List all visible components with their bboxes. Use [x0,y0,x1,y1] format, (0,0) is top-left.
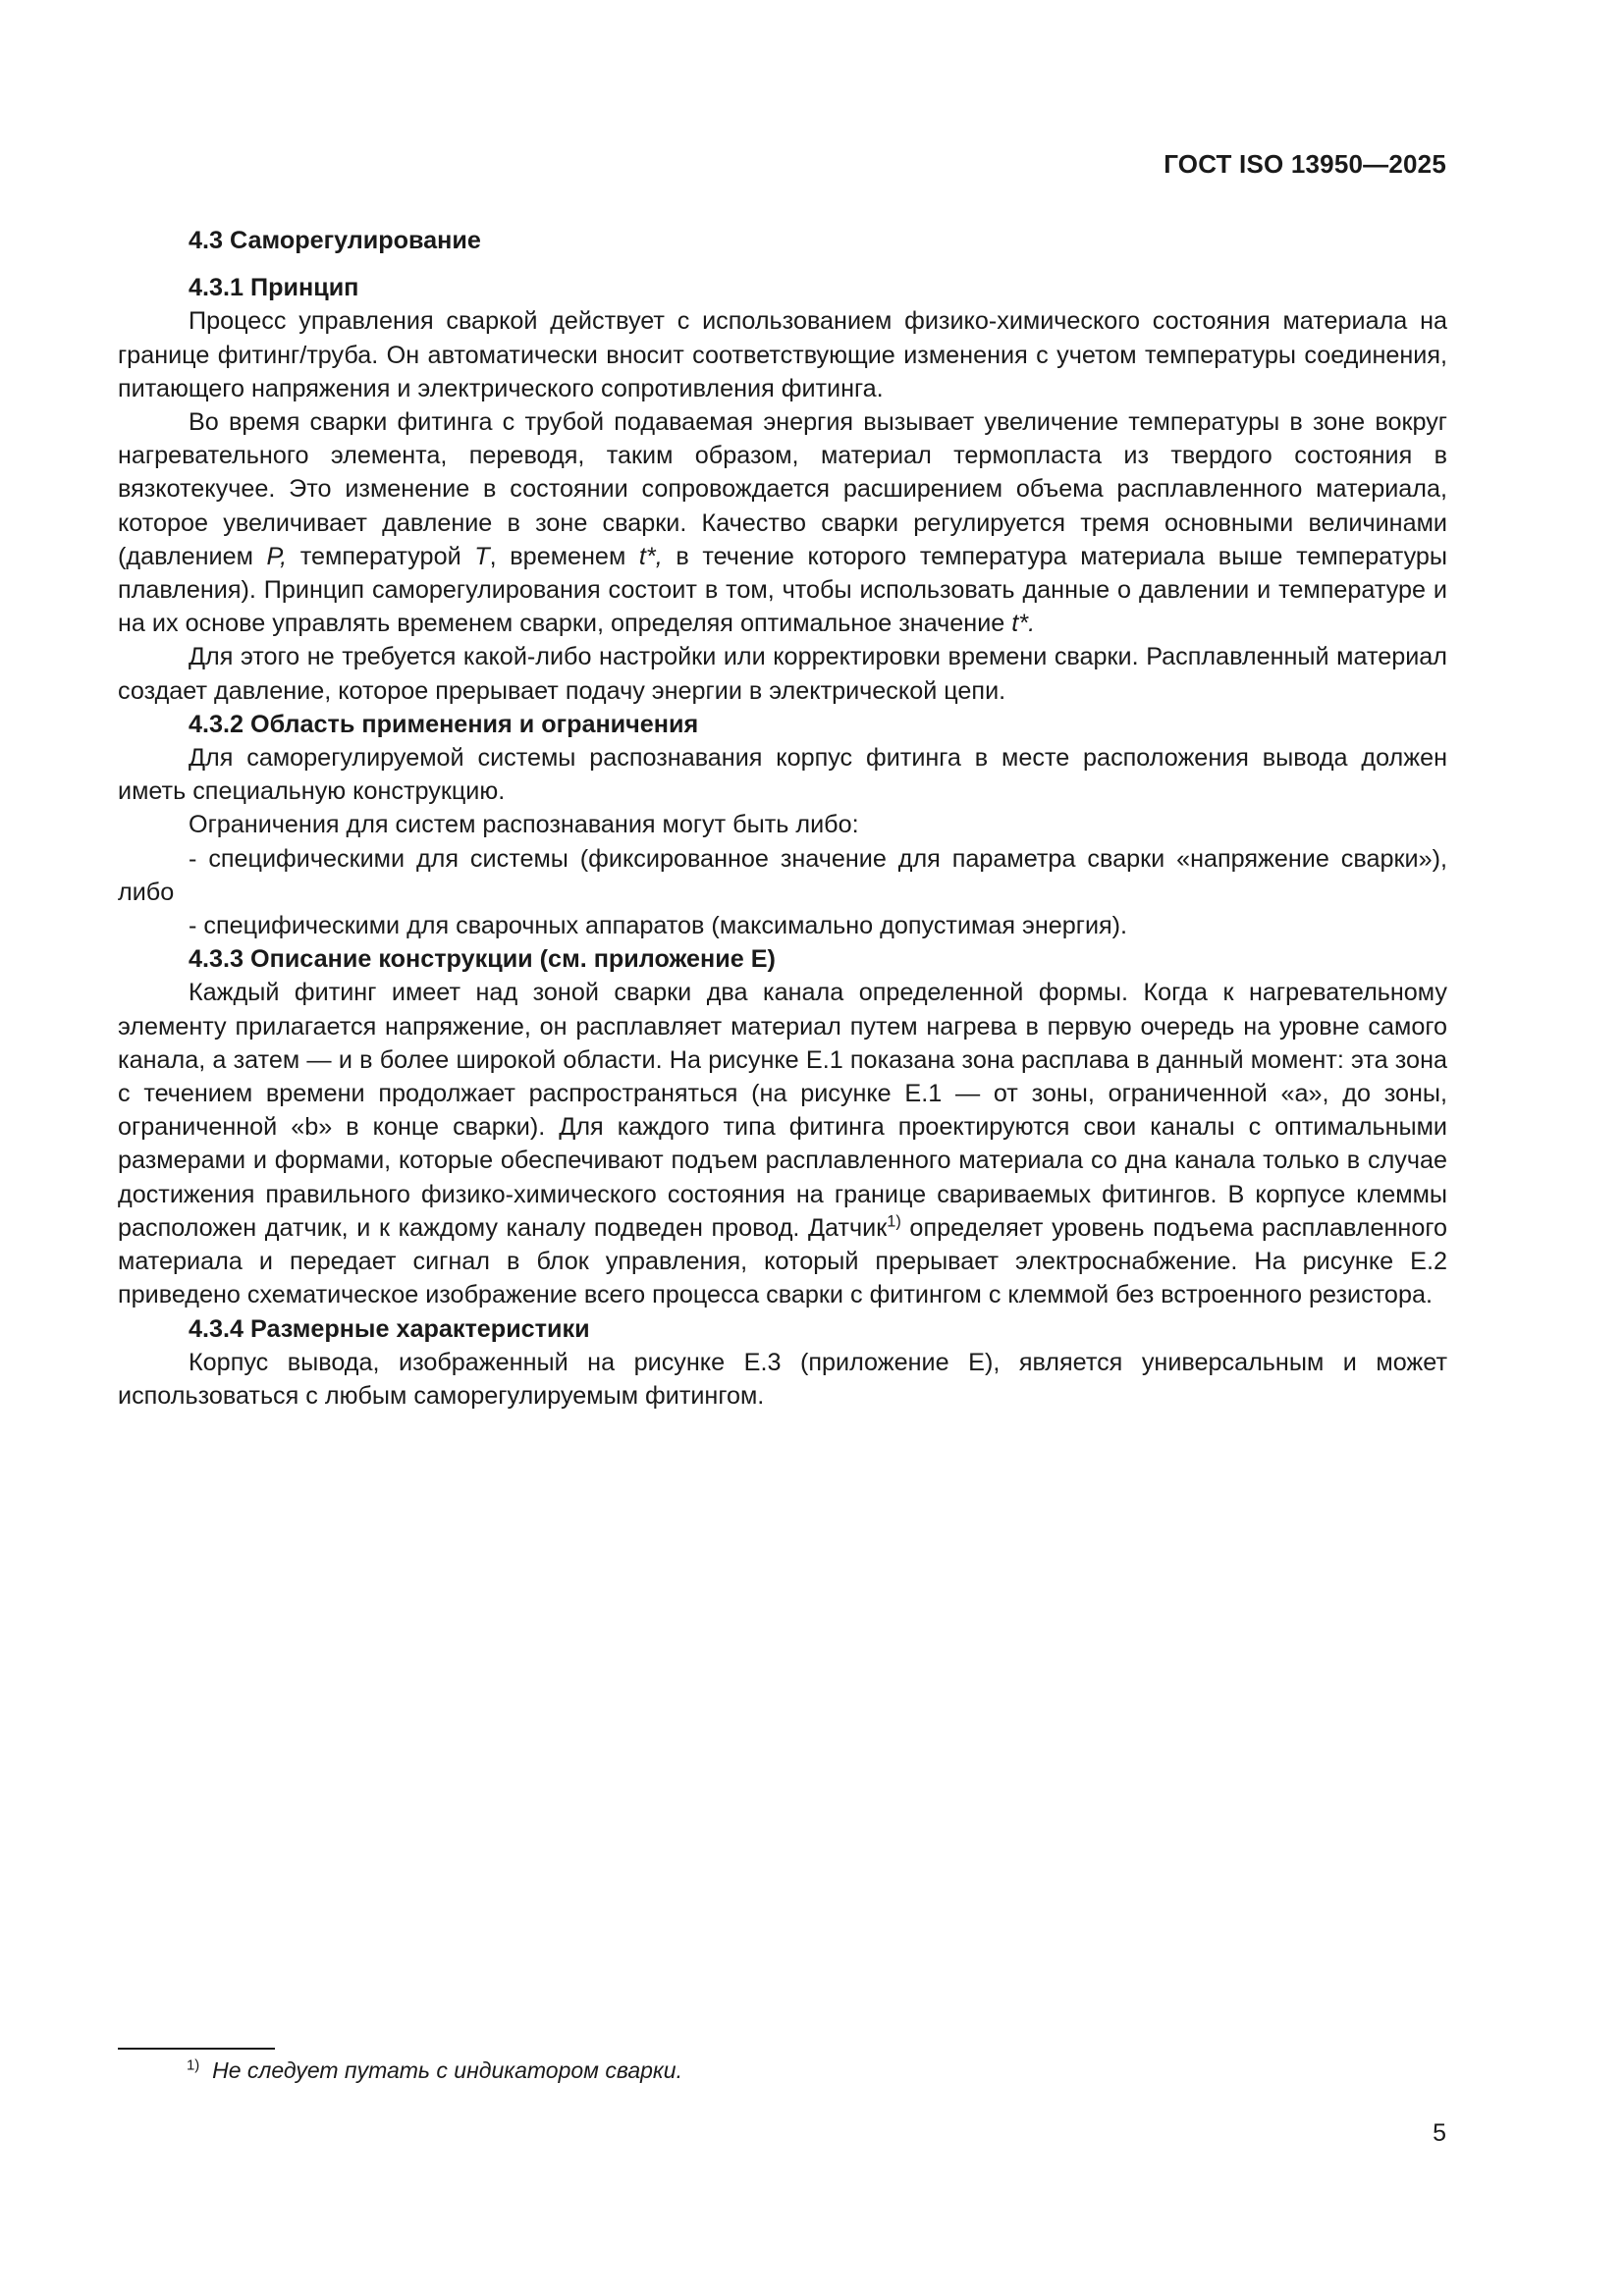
paragraph: Во время сварки фитинга с трубой подаваемая энергия вызывает увеличение температуры в зоне вокруг нагревательного элемента, переводя, таким образом, материал термопласта из твердого состояния в вязкотекучее. Это изменение в состоянии сопровождается расширением объема расплавленного материала, которое увеличивает давление в зоне сварки. Качество сварки регулируется тремя основными величинами (давлением P, температурой T, временем t*, в течение которого температура материала выше температуры плавления). Принцип саморегулирования состоит в том, чтобы использовать данные о давлении и температуре и на их основе управлять временем сварки, определяя оптимальное значение t*. [118,408,1448,638]
paragraph: Ограничения для систем распознавания могут быть либо: [189,811,859,839]
subsection-heading-4-3-1: 4.3.1 Принцип [189,274,359,302]
footnote [187,2057,682,2084]
paragraph: Процесс управления сваркой действует с использованием физико-химического состояния материала на границе фитинг/труба. Он автоматически вносит соответствующие изменения с учетом температуры соединения, питающего напряжения и электрического сопротивления фитинга. [118,307,1447,402]
paragraph: Для этого не требуется какой-либо настройки или корректировки времени сварки. Расплавленный материал создает давление, которое прерывает подачу энергии в электрической цепи. [118,643,1447,705]
paragraph: Корпус вывода, изображенный на рисунке Е.3 (приложение Е), является универсальным и может использоваться с любым саморегулируемым фитингом. [118,1348,1447,1410]
subsection-heading-4-3-2: 4.3.2 Область применения и ограничения [189,710,699,738]
page-header: ГОСТ ISO 13950—2025 [1164,149,1446,179]
paragraph: Для саморегулируемой системы распознавания корпус фитинга в месте расположения вывода должен иметь специальную конструкцию. [118,744,1447,806]
paragraph: Каждый фитинг имеет над зоной сварки два канала определенной формы. Когда к нагревательному элементу прилагается напряжение, он расплавляет материал путем нагрева в первую очередь на уровне самого канала, а затем — и в более широкой области. На рисунке Е.1 показана зона расплава в данный момент: эта зона с течением времени продолжает распространяться (на рисунке Е.1 — от зоны, ограниченной «а», до зоны, ограниченной «b» в конце сварки). Для каждого типа фитинга проектируются свои каналы с оптимальными размерами и формами, которые обеспечивают подъем расплавленного материала со дна канала только в случае достижения правильного физико-химического состояния на границе свариваемых фитингов. В корпусе клеммы расположен датчик, и к каждому каналу подведен провод. Датчик$^{1)}$ определяет уровень подъема расплавленного материала и передает сигнал в блок управления, который прерывает электроснабжение. На рисунке Е.2 приведено схематическое изображение всего процесса сварки с фитингом с клеммой без встроенного резистора. [118,979,1447,1309]
list-item: - специфическими для сварочных аппаратов (максимально допустимая энергия). [189,912,1128,940]
section-heading: 4.3 Саморегулирование [189,227,481,254]
page-number: 5 [1433,2119,1446,2147]
subsection-heading-4-3-4: 4.3.4 Размерные характеристики [189,1314,590,1343]
footnote-mark: 1) [187,2056,200,2074]
footnote-separator [118,2048,275,2050]
list-item: - специфическими для системы (фиксированное значение для параметра сварки «напряжение сварки»), либо [118,844,1447,906]
document-body [118,224,1447,1413]
footnote-reference: 1) [887,1212,901,1231]
subsection-heading-4-3-3: 4.3.3 Описание конструкции (см. приложение Е) [189,945,776,974]
footnote-text: Не следует путать с индикатором сварки. [212,2057,682,2083]
